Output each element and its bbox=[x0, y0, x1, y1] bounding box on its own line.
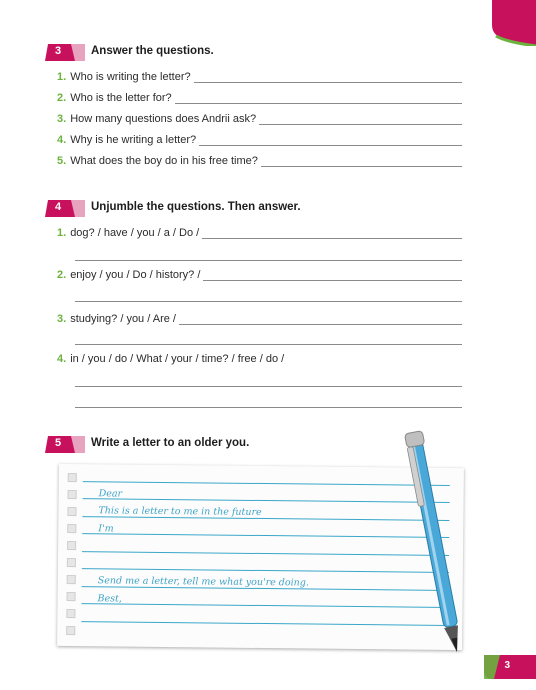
binder-hole bbox=[67, 575, 76, 584]
exercise-number: 3 bbox=[55, 45, 62, 57]
page-number-tab bbox=[484, 655, 536, 679]
pen-illustration bbox=[400, 428, 472, 660]
question-row bbox=[57, 313, 462, 325]
exercise-title: Answer the questions. bbox=[91, 45, 214, 57]
page-number: 3 bbox=[504, 660, 510, 671]
binder-hole bbox=[67, 541, 76, 550]
ruled-line[interactable] bbox=[81, 621, 448, 626]
binder-hole bbox=[67, 524, 76, 533]
question-row bbox=[57, 155, 462, 167]
question-number: 4. bbox=[57, 353, 67, 365]
question-text: in / you / do / What / your / time? / free / do / bbox=[70, 353, 285, 365]
question-text: enjoy / you / Do / history? / bbox=[70, 269, 201, 281]
answer-line[interactable] bbox=[75, 407, 462, 408]
binder-hole bbox=[66, 626, 75, 635]
ruled-line[interactable] bbox=[83, 481, 450, 486]
question-text: What does the boy do in his free time? bbox=[70, 155, 258, 167]
question-row bbox=[57, 353, 284, 365]
exercise-number-badge bbox=[45, 436, 85, 453]
question-row bbox=[57, 113, 462, 125]
answer-line[interactable] bbox=[261, 157, 462, 167]
ruled-line[interactable] bbox=[82, 533, 449, 538]
letter-line: I'm bbox=[98, 523, 114, 535]
exercise-title: Write a letter to an older you. bbox=[91, 437, 250, 449]
answer-line[interactable] bbox=[259, 115, 462, 125]
question-text: Who is the letter for? bbox=[70, 92, 172, 104]
question-text: How many questions does Andrii ask? bbox=[70, 113, 257, 125]
answer-line[interactable] bbox=[75, 386, 462, 387]
corner-tab-decoration bbox=[492, 0, 536, 46]
question-text: studying? / you / Are / bbox=[70, 313, 176, 325]
letter-line: This is a letter to me in the future bbox=[98, 505, 262, 519]
binder-hole bbox=[67, 592, 76, 601]
exercise-number-badge bbox=[45, 200, 85, 217]
binder-hole bbox=[66, 609, 75, 618]
answer-line[interactable] bbox=[75, 260, 462, 261]
answer-line[interactable] bbox=[75, 344, 462, 345]
question-number: 2. bbox=[57, 92, 67, 104]
letter-greeting: Dear bbox=[98, 488, 123, 500]
letter-signoff: Best, bbox=[97, 593, 122, 605]
binder-hole bbox=[68, 490, 77, 499]
question-row bbox=[57, 92, 462, 104]
answer-line[interactable] bbox=[75, 301, 462, 302]
answer-line[interactable] bbox=[175, 94, 462, 104]
question-row bbox=[57, 71, 462, 83]
exercise-3 bbox=[45, 44, 465, 174]
question-text: Who is writing the letter? bbox=[70, 71, 191, 83]
ruled-line[interactable] bbox=[82, 516, 449, 521]
exercise-title: Unjumble the questions. Then answer. bbox=[91, 201, 301, 213]
question-number: 4. bbox=[57, 134, 67, 146]
question-number: 1. bbox=[57, 227, 67, 239]
question-number: 2. bbox=[57, 269, 67, 281]
question-text: Why is he writing a letter? bbox=[70, 134, 197, 146]
answer-line[interactable] bbox=[199, 136, 462, 146]
ruled-line[interactable] bbox=[82, 551, 449, 556]
answer-line[interactable] bbox=[203, 271, 462, 281]
binder-hole bbox=[67, 507, 76, 516]
binder-hole bbox=[67, 558, 76, 567]
question-row bbox=[57, 134, 462, 146]
question-text: dog? / have / you / a / Do / bbox=[70, 227, 200, 239]
ruled-line[interactable] bbox=[82, 568, 449, 573]
ruled-line[interactable] bbox=[83, 498, 450, 503]
exercise-number: 5 bbox=[55, 437, 62, 449]
question-number: 5. bbox=[57, 155, 67, 167]
answer-line[interactable] bbox=[194, 73, 462, 83]
ruled-line[interactable] bbox=[81, 603, 448, 608]
question-number: 1. bbox=[57, 71, 67, 83]
answer-line[interactable] bbox=[179, 315, 462, 325]
question-number: 3. bbox=[57, 313, 67, 325]
question-number: 3. bbox=[57, 113, 67, 125]
answer-line[interactable] bbox=[202, 229, 462, 239]
question-row bbox=[57, 227, 462, 239]
exercise-number: 4 bbox=[55, 201, 62, 213]
exercise-4 bbox=[45, 200, 465, 415]
question-row bbox=[57, 269, 462, 281]
exercise-number-badge bbox=[45, 44, 85, 61]
letter-line: Send me a letter, tell me what you're doing. bbox=[97, 575, 309, 589]
binder-hole bbox=[68, 473, 77, 482]
